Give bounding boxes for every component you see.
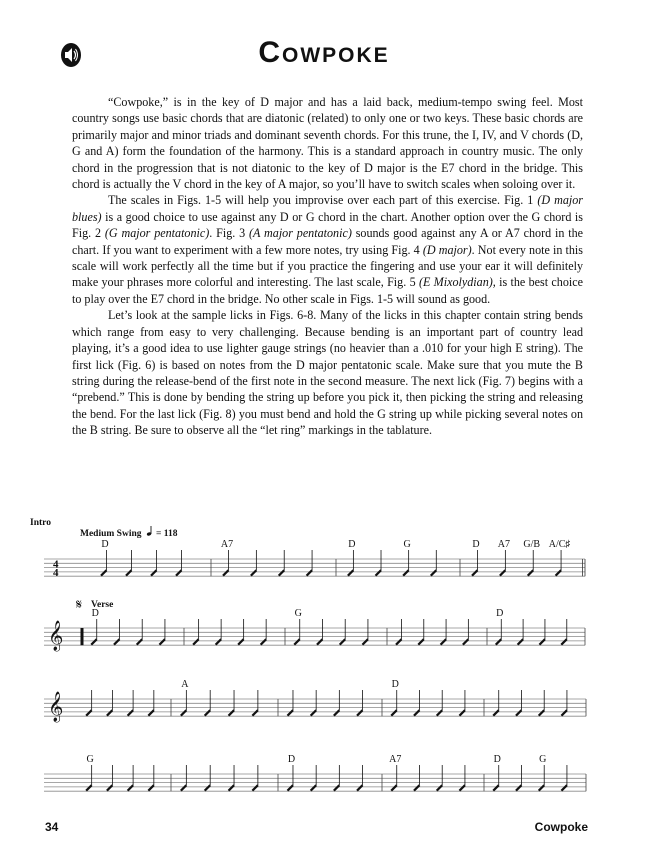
slash-notehead — [431, 570, 437, 576]
slash-notehead — [101, 570, 107, 576]
slash-notehead — [307, 570, 313, 576]
slash-notehead — [496, 639, 502, 645]
slash-notehead — [556, 570, 562, 576]
slash-notehead — [561, 639, 567, 645]
chord-symbol: D — [91, 608, 99, 619]
tempo-value: = 118 — [156, 529, 178, 539]
slash-notehead — [459, 710, 465, 716]
chord-symbol: A/C♯ — [548, 539, 571, 550]
slash-notehead — [539, 639, 545, 645]
slash-notehead — [437, 785, 443, 791]
chord-symbol: D — [496, 608, 504, 619]
italic-run: (D major) — [422, 242, 472, 257]
slash-notehead — [459, 785, 465, 791]
italic-run: (G major pentatonic) — [104, 226, 210, 241]
chord-symbol: G — [294, 608, 302, 619]
slash-notehead — [376, 570, 382, 576]
chord-symbol: G — [86, 754, 94, 765]
slash-notehead — [441, 639, 447, 645]
slash-notehead — [317, 639, 323, 645]
slash-notehead — [137, 639, 143, 645]
slash-notehead — [159, 639, 165, 645]
text-run: . Fig. 3 — [209, 226, 250, 241]
staff-system — [44, 754, 586, 791]
slash-notehead — [229, 710, 235, 716]
chord-symbol: D — [287, 754, 296, 765]
slash-notehead — [561, 785, 567, 791]
slash-notehead — [252, 785, 258, 791]
slash-notehead — [493, 785, 499, 791]
chord-symbol: A — [181, 679, 189, 690]
italic-run: (E Mixolydian), — [418, 275, 496, 290]
slash-notehead — [128, 710, 134, 716]
slash-notehead — [391, 710, 397, 716]
slash-notehead — [205, 710, 211, 716]
slash-notehead — [148, 710, 154, 716]
slash-notehead — [86, 785, 92, 791]
section-label: Verse — [91, 600, 114, 610]
slash-notehead — [181, 710, 187, 716]
slash-notehead — [516, 710, 522, 716]
text-run: Let’s look at the sample licks in Figs. 6-8. Many of the licks in this chapter contain string bends which range from easy to very challenging. Because bending is an important part of country lead playing, it’s a good idea to use lighter gauge strings (no heavier than a .010 for your high E string). The first lick (Fig. 6) is based on notes from the D major pentatonic scale. Make sure that you mute the B string during the release-bend of the first note in the second measure. The next lick (Fig. 7) begins with a “prebend.” This is done by bending the string up before you pick it, then picking the string and releasing the bend. For the last lick (Fig. 8) you must bend and hold the G string up while picking several notes on the B string. Be sure to observe all the “let ring” markings in the tablature. — [72, 308, 583, 438]
section-label: Intro — [30, 518, 51, 528]
slash-notehead — [86, 710, 92, 716]
slash-notehead — [193, 639, 199, 645]
slash-notehead — [357, 710, 363, 716]
chord-symbol: G — [403, 539, 411, 550]
slash-notehead — [107, 785, 113, 791]
time-signature-top: 4 — [53, 558, 59, 571]
time-signature-bottom: 4 — [53, 567, 59, 579]
slash-notehead — [418, 639, 424, 645]
slash-notehead — [216, 639, 222, 645]
text-run: is a good choice to use against any D or G chord in the chart. Another option over the G chord is Fig. 2 — [72, 209, 583, 241]
slash-notehead — [294, 639, 300, 645]
slash-notehead — [362, 639, 368, 645]
chord-symbol: A7 — [220, 539, 234, 550]
slash-notehead — [229, 785, 235, 791]
thick-barline — [81, 628, 84, 645]
page-number: 34 — [45, 820, 59, 834]
slash-notehead — [463, 639, 469, 645]
chord-symbol: G/B — [523, 539, 541, 550]
staff-system — [44, 598, 585, 652]
text-run: . Not every note in this scale will work perfectly all the time but if you practice the fingering and use your ear it will definitely make your phrases more colorful and interesting. The last scale, Fig. 5 — [72, 242, 583, 290]
slash-notehead — [252, 710, 258, 716]
slash-notehead — [518, 639, 524, 645]
slash-notehead — [126, 570, 132, 576]
treble-clef-icon: 𝄞 — [48, 621, 64, 650]
tempo-marking: Medium Swing — [80, 529, 142, 539]
slash-notehead — [311, 785, 317, 791]
slash-notehead — [414, 785, 420, 791]
slash-notehead — [238, 639, 244, 645]
slash-notehead — [539, 785, 545, 791]
slash-notehead — [107, 710, 113, 716]
segno-icon: 𝄋 — [76, 598, 83, 613]
slash-notehead — [348, 570, 354, 576]
slash-notehead — [148, 785, 154, 791]
slash-notehead — [114, 639, 120, 645]
chord-symbol: G — [539, 754, 547, 765]
staff-system — [30, 518, 585, 579]
slash-notehead — [539, 710, 545, 716]
slash-notehead — [311, 710, 317, 716]
slash-notehead — [472, 570, 478, 576]
text-run: The scales in Figs. 1-5 will help you improvise over each part of this exercise. Fig. 1 — [108, 193, 538, 208]
slash-notehead — [287, 710, 293, 716]
slash-notehead — [391, 785, 397, 791]
italic-run: (A major pentatonic) — [249, 226, 352, 241]
slash-notehead — [176, 570, 182, 576]
chord-symbol: D — [101, 539, 109, 550]
slash-notehead — [414, 710, 420, 716]
slash-notehead — [403, 570, 409, 576]
slash-notehead — [437, 710, 443, 716]
text-run: sounds good against any A or A7 chord in the chart. If you want to experiment with a few more notes, try using Fig. 4 — [72, 226, 583, 257]
slash-notehead — [528, 570, 534, 576]
slash-notehead — [334, 785, 340, 791]
running-title: Cowpoke — [534, 820, 588, 834]
slash-notehead — [181, 785, 187, 791]
slash-notehead — [205, 785, 211, 791]
page-title: Cowpoke — [258, 36, 390, 69]
slash-notehead — [516, 785, 522, 791]
slash-notehead — [287, 785, 293, 791]
slash-notehead — [223, 570, 229, 576]
treble-clef-icon: 𝄞 — [48, 692, 64, 721]
chord-symbol: A7 — [389, 754, 402, 765]
slash-notehead — [128, 785, 134, 791]
chord-symbol: D — [391, 679, 399, 690]
slash-notehead — [357, 785, 363, 791]
slash-notehead — [493, 710, 499, 716]
slash-notehead — [261, 639, 267, 645]
staff-system — [44, 679, 586, 723]
chord-symbol: D — [493, 754, 501, 765]
slash-notehead — [279, 570, 285, 576]
slash-notehead — [151, 570, 157, 576]
chord-symbol: A7 — [497, 539, 510, 550]
text-run: is the best choice to play over the E7 chord in the bridge. No other scale in Figs. 1-5 will sound as good. — [72, 275, 583, 306]
slash-notehead — [396, 639, 402, 645]
slash-notehead — [340, 639, 346, 645]
slash-notehead — [500, 570, 506, 576]
slash-notehead — [91, 639, 97, 645]
italic-run: (D major blues) — [72, 193, 583, 224]
slash-notehead — [251, 570, 257, 576]
chord-symbol: D — [472, 539, 480, 550]
text-run: “Cowpoke,” is in the key of D major and has a laid back, medium-tempo swing feel. Most country songs use basic chords that are diatonic (related) to only one or two keys. These basic chords are primarily major and minor triads and dominant seventh chords. For this trune, the I, IV, and V chords (D, G and A) form the foundation of the harmony. This is a standard approach in country music. The only chord in the progression that is not diatonic to the key of D major is the E7 chord in the bridge. This chord is actually the V chord in the key of A major, so you’ll have to switch scales when soloing over it. — [72, 95, 583, 192]
chord-symbol: D — [348, 539, 356, 550]
slash-notehead — [334, 710, 340, 716]
slash-notehead — [561, 710, 567, 716]
